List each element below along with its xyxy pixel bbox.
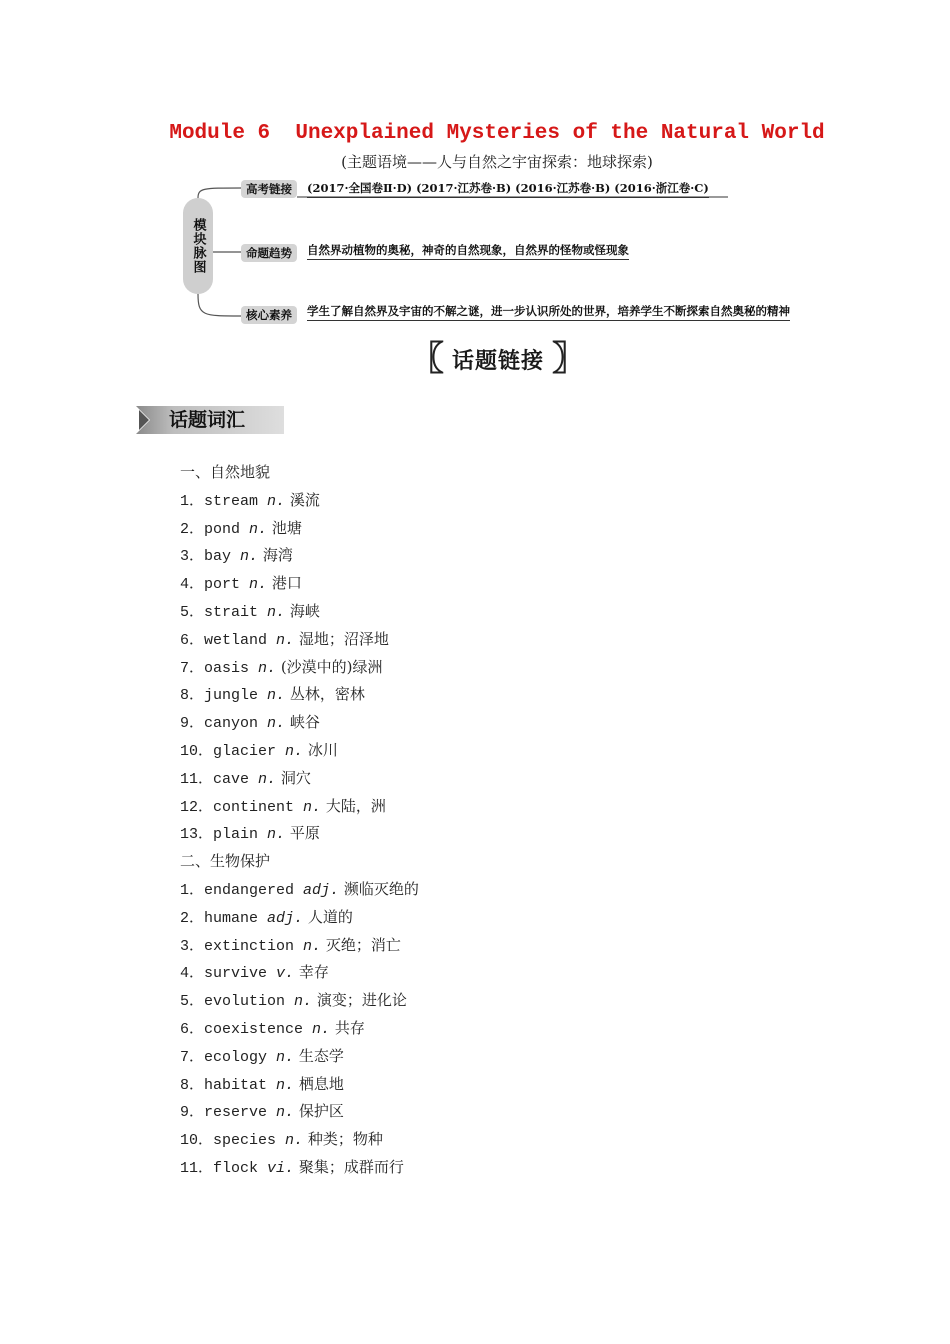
vocab-item-zh: 共存	[330, 1018, 365, 1037]
banner-open-bracket: 〖	[410, 339, 444, 379]
mindmap-center-node: 模块脉图	[183, 198, 213, 294]
vocab-item	[180, 793, 419, 821]
vocab-item	[180, 515, 419, 543]
vocab-item-num: 7．	[180, 1048, 205, 1066]
vocab-item-num: 10．	[180, 1132, 214, 1150]
vocab-item-word: survive	[204, 965, 277, 983]
vocab-item-word: continent	[213, 798, 304, 816]
vocab-item-pos: n.	[258, 770, 277, 788]
vocab-item-num: 13．	[180, 826, 214, 844]
vocab-item-zh: 人道的	[303, 907, 353, 926]
vocab-item-num: 11．	[180, 770, 214, 788]
vocab-item-num: 5．	[180, 993, 205, 1011]
vocab-item-num: 3．	[180, 937, 205, 955]
mindmap-text-core-literacy: 学生了解自然界及宇宙的不解之谜，进一步认识所处的世界，培养学生不断探索自然奥秘的精神	[307, 303, 790, 321]
vocab-item-zh: 种类；物种	[303, 1130, 383, 1149]
vocab-item	[180, 932, 419, 960]
vocab-item-num: 9．	[180, 1104, 205, 1122]
vocab-item-pos: n.	[267, 826, 286, 844]
vocab-item-word: jungle	[204, 687, 268, 705]
vocab-item-num: 5．	[180, 603, 205, 621]
vocab-item-zh: 生态学	[294, 1046, 344, 1065]
vocab-item-word: habitat	[204, 1076, 277, 1094]
vocab-item-num: 4．	[180, 965, 205, 983]
banner-close-bracket: 〗	[552, 339, 586, 379]
vocab-item-word: pond	[204, 520, 250, 538]
chevron-right-icon	[139, 410, 149, 430]
vocab-item-pos: n.	[258, 659, 277, 677]
vocab-item	[180, 820, 419, 848]
vocab-item-num: 11．	[180, 1159, 214, 1177]
vocab-item-num: 1．	[180, 881, 205, 899]
vocab-item-num: 6．	[180, 631, 205, 649]
vocab-item-word: flock	[213, 1159, 268, 1177]
mindmap-text-exam-links: (2017·全国卷Ⅱ·D) (2017·江苏卷·B) (2016·江苏卷·B) (2016·浙江卷·C)	[307, 180, 709, 198]
vocab-item-pos: n.	[267, 492, 286, 510]
vocab-item-pos: n.	[285, 742, 304, 760]
vocab-item-zh: 保护区	[294, 1102, 344, 1121]
vocab-item-pos: adj.	[303, 881, 340, 899]
vocab-item	[180, 681, 419, 709]
vocab-item-num: 6．	[180, 1020, 205, 1038]
vocab-item	[180, 765, 419, 793]
vocab-item-zh: 海峡	[285, 601, 320, 620]
vocab-item-word: strait	[204, 603, 268, 621]
vocab-item-word: port	[204, 576, 250, 594]
vocab-item-pos: n.	[276, 631, 295, 649]
vocab-item-pos: n.	[267, 603, 286, 621]
vocab-item-word: plain	[213, 826, 268, 844]
vocab-item-num: 1．	[180, 492, 205, 510]
vocab-item-zh: 峡谷	[285, 713, 320, 732]
vocab-item-word: glacier	[213, 742, 286, 760]
vocab-item-pos: n.	[267, 715, 286, 733]
vocab-item	[180, 709, 419, 737]
vocab-item-zh: 幸存	[294, 963, 329, 982]
vocab-item-num: 9．	[180, 715, 205, 733]
vocab-item	[180, 1098, 419, 1126]
vocab-item-zh: 湿地；沼泽地	[294, 629, 389, 648]
vocab-item-word: stream	[204, 492, 268, 510]
vocab-item-zh: 濒临灭绝的	[339, 879, 419, 898]
vocab-item-zh: 溪流	[285, 490, 320, 509]
vocab-item-pos: n.	[285, 1132, 304, 1150]
vocab-item-zh: 聚集；成群而行	[294, 1157, 404, 1176]
module-title: Module 6 Unexplained Mysteries of the Natural World	[169, 122, 825, 145]
vocab-item-word: endangered	[204, 881, 304, 899]
vocab-item-word: wetland	[204, 631, 277, 649]
vocab-item-pos: n.	[249, 520, 268, 538]
vocab-item-pos: n.	[312, 1020, 331, 1038]
vocab-item-pos: n.	[276, 1104, 295, 1122]
vocab-item-word: canyon	[204, 715, 268, 733]
vocab-item-pos: n.	[303, 798, 322, 816]
vocab-item-num: 12．	[180, 798, 214, 816]
vocab-list	[180, 459, 419, 1182]
vocab-item-num: 4．	[180, 576, 205, 594]
vocab-item-zh: (沙漠中的)绿洲	[276, 657, 383, 676]
vocab-item-zh: 池塘	[267, 518, 302, 537]
module-mindmap	[183, 176, 853, 328]
vocab-item-zh: 洞穴	[276, 768, 311, 787]
vocab-item-zh: 平原	[285, 824, 320, 843]
vocab-item-num: 7．	[180, 659, 205, 677]
vocab-item-pos: n.	[294, 993, 313, 1011]
vocab-item	[180, 987, 419, 1015]
vocab-category-landforms: 一、自然地貌	[180, 463, 271, 481]
vocab-item-num: 3．	[180, 548, 205, 566]
vocab-item	[180, 1015, 419, 1043]
module-subtitle: (主题语境——人与自然之宇宙探索：地球探索)	[341, 153, 653, 171]
vocab-item-word: reserve	[204, 1104, 277, 1122]
vocab-item	[180, 1071, 419, 1099]
vocab-item	[180, 626, 419, 654]
vocab-item	[180, 876, 419, 904]
vocab-item	[180, 570, 419, 598]
topic-link-banner	[410, 340, 586, 378]
vocab-item-word: coexistence	[204, 1020, 313, 1038]
vocab-item-word: species	[213, 1132, 286, 1150]
vocab-item	[180, 959, 419, 987]
vocab-item-zh: 演变；进化论	[312, 991, 407, 1010]
vocab-item-zh: 丛林，密林	[285, 685, 365, 704]
vocab-item-pos: adj.	[267, 909, 304, 927]
vocab-item	[180, 904, 419, 932]
vocab-item-pos: n.	[303, 937, 322, 955]
vocab-item-zh: 大陆，洲	[321, 796, 386, 815]
mindmap-text-trends: 自然界动植物的奥秘，神奇的自然现象，自然界的怪物或怪现象	[307, 242, 629, 260]
mindmap-tag-exam-links: 高考链接	[241, 180, 297, 198]
vocab-item-zh: 栖息地	[294, 1074, 344, 1093]
vocab-item-pos: vi.	[267, 1159, 295, 1177]
vocab-item-pos: n.	[267, 687, 286, 705]
section-header-vocab	[136, 406, 284, 434]
vocab-item-num: 8．	[180, 1076, 205, 1094]
vocab-item-pos: n.	[240, 548, 259, 566]
vocab-item-pos: n.	[276, 1076, 295, 1094]
vocab-category-conservation: 二、生物保护	[180, 852, 271, 871]
vocab-item-word: humane	[204, 909, 268, 927]
vocab-item-word: evolution	[204, 993, 295, 1011]
vocab-item-word: bay	[204, 548, 241, 566]
vocab-item	[180, 542, 419, 570]
vocab-item	[180, 1126, 419, 1154]
vocab-item-num: 2．	[180, 520, 205, 538]
vocab-item-zh: 港口	[267, 574, 302, 593]
vocab-item-pos: v.	[276, 965, 295, 983]
vocab-item	[180, 487, 419, 515]
section-label: 话题词汇	[169, 409, 246, 431]
mindmap-tag-trends: 命题趋势	[241, 244, 297, 262]
vocab-item-word: cave	[213, 770, 259, 788]
vocab-item	[180, 1154, 419, 1182]
vocab-item	[180, 1043, 419, 1071]
vocab-item-pos: n.	[249, 576, 268, 594]
vocab-item-num: 2．	[180, 909, 205, 927]
vocab-item-zh: 灭绝；消亡	[321, 935, 401, 954]
vocab-item-pos: n.	[276, 1048, 295, 1066]
vocab-item-word: oasis	[204, 659, 259, 677]
mindmap-tag-core-literacy: 核心素养	[241, 306, 297, 324]
vocab-item	[180, 598, 419, 626]
vocab-item	[180, 654, 419, 682]
vocab-item-word: extinction	[204, 937, 304, 955]
banner-label: 话题链接	[452, 348, 545, 374]
vocab-item-word: ecology	[204, 1048, 277, 1066]
vocab-item-zh: 海湾	[258, 546, 293, 565]
vocab-item-zh: 冰川	[303, 740, 338, 759]
vocab-item	[180, 737, 419, 765]
vocab-item-num: 10．	[180, 742, 214, 760]
vocab-item-num: 8．	[180, 687, 205, 705]
